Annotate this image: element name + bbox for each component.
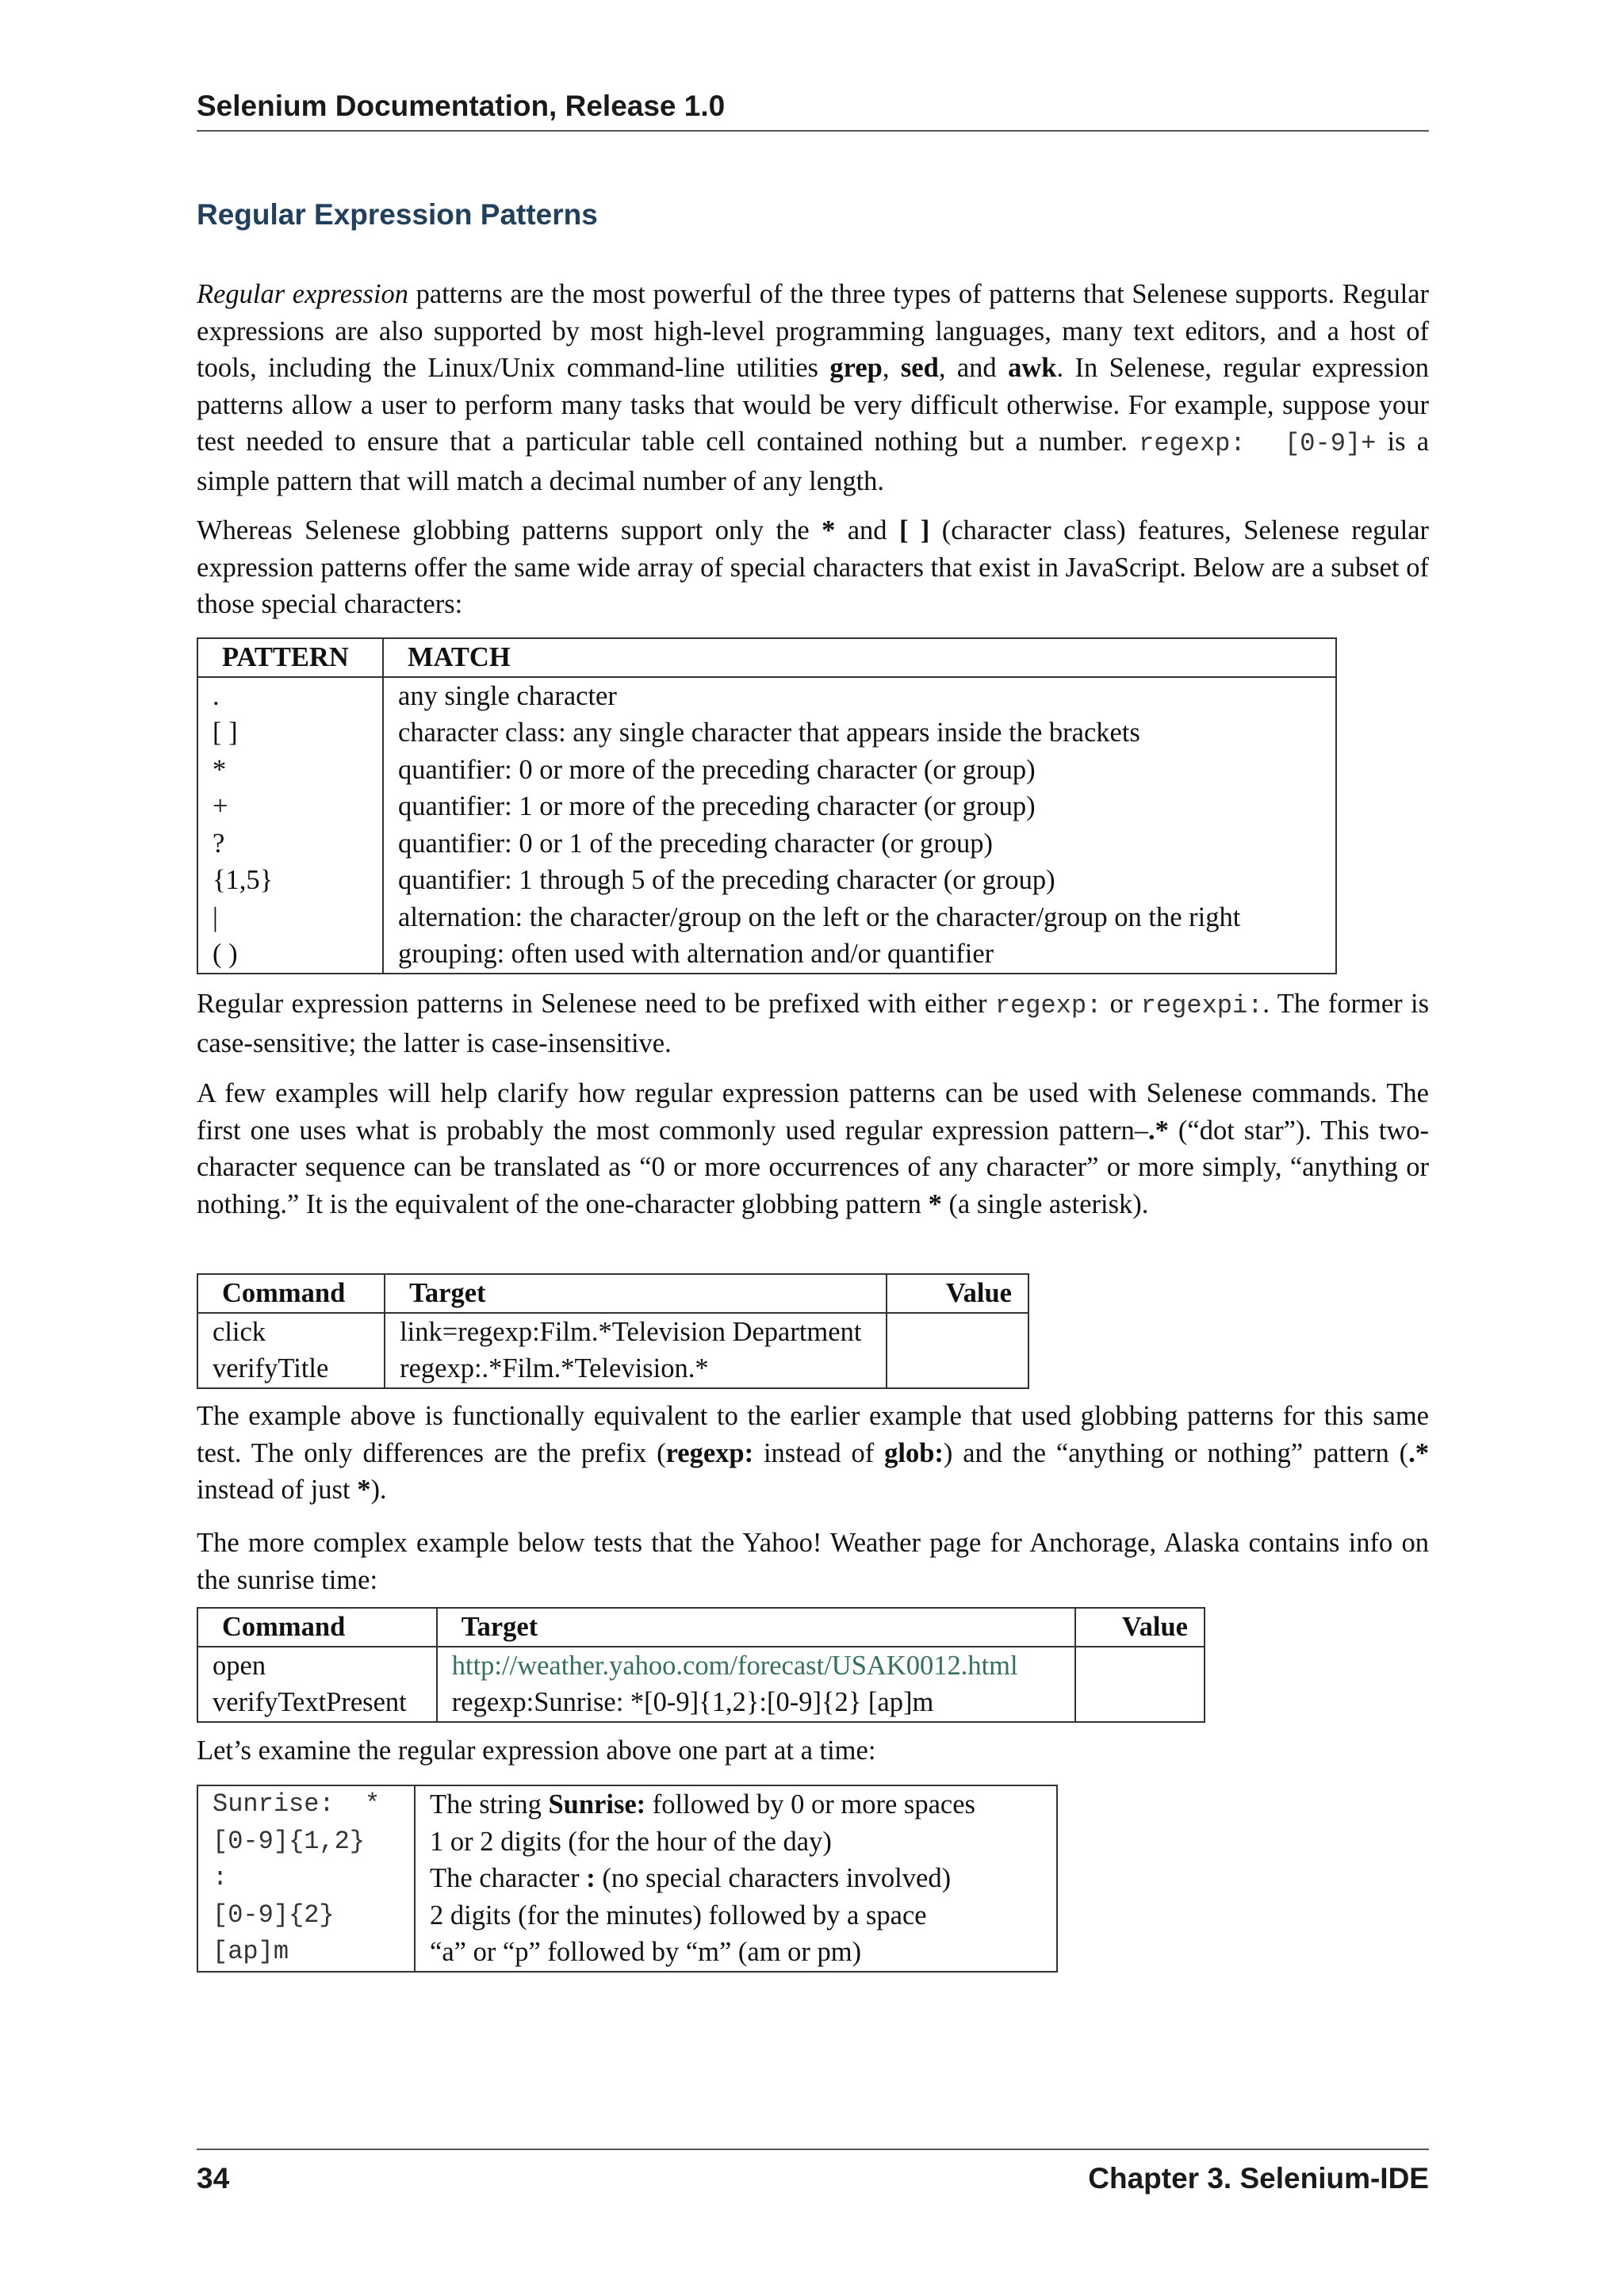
page-footer <box>197 2149 1429 2196</box>
examples-paragraph: A few examples will help clarify how regular expression patterns can be used with Selenese commands. The first one uses what is probably the most commonly used regular expression pattern–.* (“dot star”). This two-character sequence can be translated as “0 or more occurrences of any character” or more simply, “anything or nothing.” It is the equivalent of the one-character globbing pattern * (a single asterisk). <box>197 1078 1430 1219</box>
value-cell <box>1075 1647 1205 1685</box>
regex-part-cell: [ap]m <box>213 1937 289 1966</box>
value-cell <box>887 1313 1028 1351</box>
pattern-cell: ? <box>213 828 225 859</box>
value-cell <box>887 1350 1028 1388</box>
column-header: Command <box>197 1608 437 1647</box>
regex-part-cell: [0-9]{1,2} <box>213 1826 366 1856</box>
page-number: 34 <box>197 2162 230 2195</box>
match-cell: alternation: the character/group on the left or the character/group on the right <box>383 899 1336 936</box>
prefix-paragraph: Regular expression patterns in Selenese need to be prefixed with either regexp: or regexpi:. The former is case-sensitive; the latter is case-insensitive. <box>197 989 1430 1058</box>
pattern-cell: | <box>213 901 218 932</box>
explanation-text: The string <box>430 1789 549 1820</box>
chapter-label: Chapter 3. Selenium-IDE <box>1088 2162 1429 2195</box>
column-header: Target <box>437 1608 1075 1647</box>
match-cell: any single character <box>383 677 1336 715</box>
match-cell: grouping: often used with alternation and/or quantifier <box>383 936 1336 974</box>
intro-paragraph: Regular expression patterns are the most powerful of the three types of patterns that Selenese supports. Regular expressions are also supported by most high-level programming languages, many text editors, and a host of tools, including the Linux/Unix command-line utilities grep, sed, and awk. In Selenese, regular expression patterns allow a user to perform many tasks that would be very difficult otherwise. For example, suppose your test needed to ensure that a particular table cell contained nothing but a number. regexp: [0-9]+ is a simple pattern that will match a decimal number of any length. <box>197 279 1430 496</box>
column-header: Command <box>197 1274 385 1313</box>
match-cell: quantifier: 0 or more of the preceding character (or group) <box>383 752 1336 789</box>
special-characters-paragraph: Whereas Selenese globbing patterns support only the * and [ ] (character class) features, Selenese regular expression patterns offer the same wide array of special characters that exist in JavaScript. Below are a subset of those special characters: <box>197 515 1429 619</box>
pattern-cell: [ ] <box>213 718 238 748</box>
table-row <box>197 1934 1057 1972</box>
match-cell: quantifier: 1 through 5 of the preceding character (or group) <box>383 862 1336 899</box>
running-header <box>197 89 1429 132</box>
document-title: Selenium Documentation, Release 1.0 <box>197 90 726 122</box>
column-header: Value <box>887 1274 1028 1313</box>
value-cell <box>1075 1684 1205 1722</box>
table-row <box>197 936 1336 974</box>
table-row <box>197 825 1336 863</box>
column-header: PATTERN <box>197 638 383 677</box>
pattern-cell: + <box>213 791 228 821</box>
explanation-cell <box>415 1897 1057 1934</box>
table-row <box>197 1647 1205 1685</box>
match-cell: quantifier: 0 or 1 of the preceding character (or group) <box>383 825 1336 863</box>
regex-part-cell: : <box>213 1863 228 1892</box>
target-cell: regexp:.*Film.*Television.* <box>385 1350 887 1388</box>
regex-breakdown-table <box>197 1785 1058 1973</box>
table-row <box>197 1350 1028 1388</box>
table-row <box>197 862 1336 899</box>
complex-example-paragraph: The more complex example below tests that the Yahoo! Weather page for Anchorage, Alaska contains info on the sunrise time: <box>197 1528 1429 1595</box>
regex-part-cell: Sunrise: * <box>213 1789 381 1819</box>
table-row <box>197 1823 1057 1861</box>
command-table-2 <box>197 1607 1205 1723</box>
target-cell: regexp:Sunrise: *[0-9]{1,2}:[0-9]{2} [ap]m <box>437 1684 1075 1722</box>
explanation-text: 2 digits (for the minutes) followed by a space <box>430 1900 927 1931</box>
target-cell[interactable]: http://weather.yahoo.com/forecast/USAK0012.html <box>437 1647 1075 1685</box>
pattern-cell: * <box>213 754 227 785</box>
match-cell: character class: any single character that appears inside the brackets <box>383 714 1336 752</box>
table-row <box>197 714 1336 752</box>
explanation-text: followed by 0 or more spaces <box>645 1789 975 1820</box>
match-cell: quantifier: 1 or more of the preceding character (or group) <box>383 788 1336 825</box>
command-cell: open <box>213 1650 266 1681</box>
inline-code: regexp: [0-9]+ <box>1139 429 1377 458</box>
pattern-cell: . <box>213 680 220 711</box>
explanation-cell <box>415 1785 1057 1823</box>
command-table-1 <box>197 1273 1029 1389</box>
explanation-cell <box>415 1860 1057 1897</box>
column-header: Value <box>1075 1608 1205 1647</box>
explanation-bold: : <box>586 1863 596 1893</box>
explanation-cell <box>415 1934 1057 1972</box>
table-row <box>197 1313 1028 1351</box>
explanation-text: The character <box>430 1863 587 1893</box>
command-cell: verifyTitle <box>213 1353 329 1383</box>
explanation-bold: Sunrise: <box>548 1789 646 1820</box>
column-header: Target <box>385 1274 887 1313</box>
explanation-text: “a” or “p” followed by “m” (am or pm) <box>430 1937 862 1967</box>
explanation-text: (no special characters involved) <box>595 1863 952 1893</box>
table-row <box>197 752 1336 789</box>
table-row <box>197 1684 1205 1722</box>
table-row <box>197 1785 1057 1823</box>
pattern-table <box>197 637 1337 974</box>
examine-paragraph: Let’s examine the regular expression above one part at a time: <box>197 1735 876 1766</box>
table-row <box>197 1860 1057 1897</box>
table-row <box>197 899 1336 936</box>
command-cell: verifyTextPresent <box>213 1687 407 1717</box>
command-cell: click <box>213 1316 266 1347</box>
table-row <box>197 788 1336 825</box>
section-title: Regular Expression Patterns <box>197 198 598 231</box>
target-cell: link=regexp:Film.*Television Department <box>385 1313 887 1351</box>
table-row <box>197 677 1336 715</box>
column-header: MATCH <box>383 638 1336 677</box>
equivalence-paragraph: The example above is functionally equivalent to the earlier example that used globbing patterns for this same test. The only differences are the prefix (regexp: instead of glob:) and the “anything or nothing” pattern (.* instead of just *). <box>197 1401 1429 1505</box>
pattern-cell: ( ) <box>213 939 238 969</box>
regex-part-cell: [0-9]{2} <box>213 1900 335 1930</box>
explanation-cell <box>415 1823 1057 1861</box>
table-row <box>197 1897 1057 1934</box>
explanation-text: 1 or 2 digits (for the hour of the day) <box>430 1826 832 1857</box>
pattern-cell: {1,5} <box>213 865 274 895</box>
